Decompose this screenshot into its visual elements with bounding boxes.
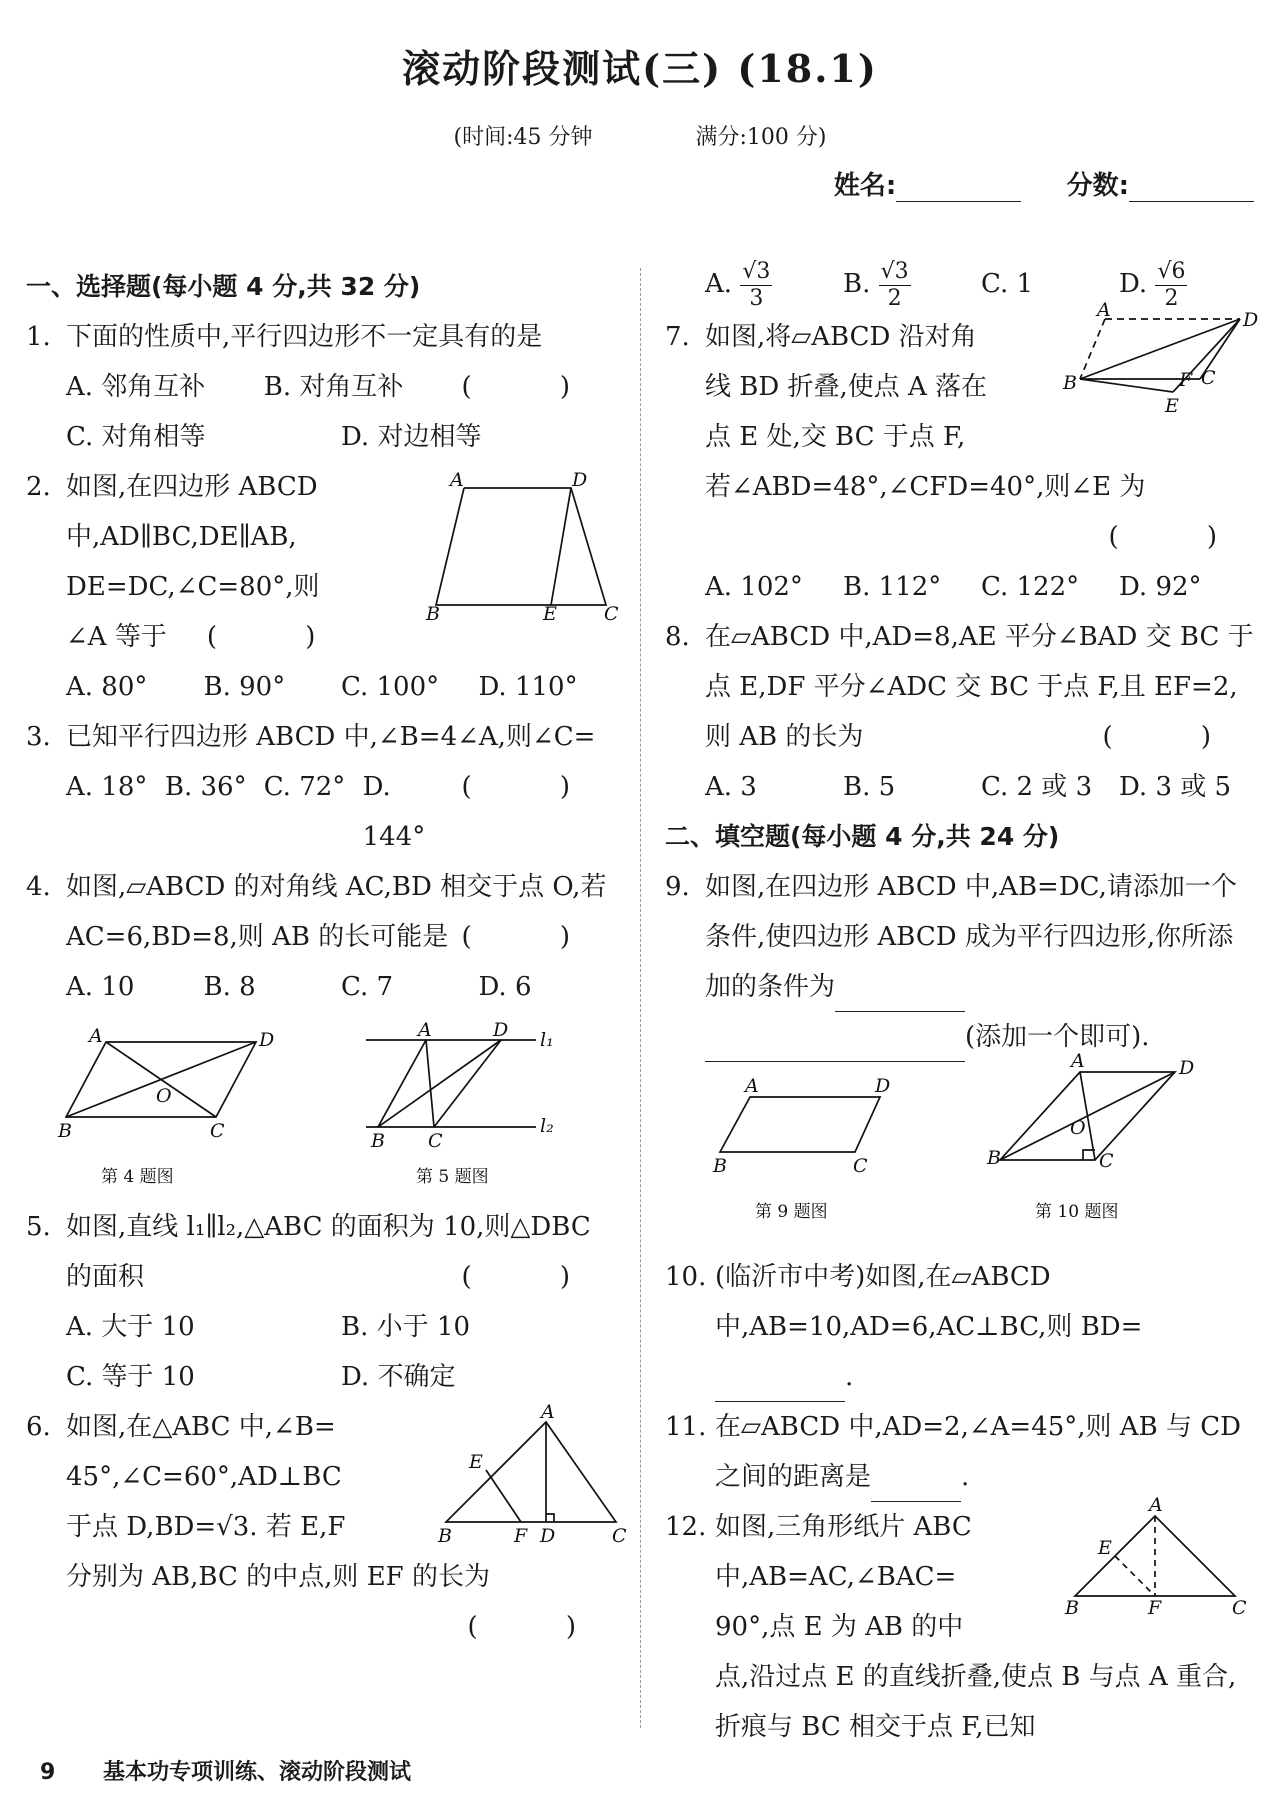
question-text: 45°,∠C=60°,AD⊥BC [66,1462,342,1492]
label-c: C [428,1130,443,1152]
q5-ac [426,1040,434,1127]
question-text: 如图,将▱ABCD 沿对角 [705,322,977,352]
label-l2: l₂ [540,1115,554,1137]
section-2-title: 二、填空题(每小题 4 分,共 24 分) [665,822,1060,851]
q5-dc [434,1040,501,1127]
option-b[interactable]: B. 小于 10 [341,1312,470,1342]
question-number: 1. [26,322,51,352]
option-b[interactable]: B. 8 [203,972,256,1002]
label-d: D [1179,1057,1195,1079]
option-c[interactable]: C. 等于 10 [66,1362,195,1392]
question-number: 4. [26,872,51,902]
q2-figure [426,469,626,625]
answer-paren[interactable]: ( ) [467,1612,616,1642]
figure-caption: 第 4 题图 [101,1167,174,1187]
label-d: D [572,469,588,491]
section-1-title: 一、选择题(每小题 4 分,共 32 分) [26,272,421,301]
label-d: D [259,1029,275,1051]
option-d[interactable]: D. 110° [478,672,578,702]
option-a[interactable]: A. $\frac{√3}{3}$ [705,258,771,311]
question-text: 在▱ABCD 中,AD=8,AE 平分∠BAD 交 BC 于点 E,DF 平分∠ADC 交 BC 于点 F,且 EF=2,则 AB 的长为 [705,622,1254,752]
option-d[interactable]: D. $\frac{√6}{2}$ [1119,258,1186,311]
figure-caption: 第 10 题图 [1035,1202,1119,1222]
label-a: A [1097,299,1111,321]
question-text: 若∠ABD=48°,∠CFD=40°,则∠E 为 [705,472,1146,502]
label-a: A [450,469,464,491]
option-c[interactable]: C. 72° [263,772,346,802]
q6-segment-ef [486,1470,521,1522]
question-text: 90°,点 E 为 AB 的中 [715,1612,964,1642]
q5-db [378,1040,501,1127]
full-score: 满分:100 分) [695,125,827,150]
option-d[interactable]: D. 3 或 5 [1119,772,1232,802]
label-e: E [469,1451,483,1473]
footer-text: 基本功专项训练、滚动阶段测试 [102,1760,411,1785]
answer-blank[interactable] [715,1367,845,1402]
label-c: C [210,1120,225,1142]
label-b: B [438,1525,452,1547]
label-a: A [745,1075,759,1097]
label-b: B [1065,1597,1079,1619]
answer-blank[interactable] [705,1027,965,1062]
question-number: 8. [665,622,690,652]
question-text: 如图,直线 l₁∥l₂,△ABC 的面积为 10,则△DBC 的面积 [66,1212,591,1292]
question-text: 如图,▱ABCD 的对角线 AC,BD 相交于点 O,若 AC=6,BD=8,则 AB 的长可能是 [66,872,607,952]
question-text: 点 E 处,交 BC 于点 F, [705,422,966,452]
label-d: D [493,1019,509,1041]
right-column [665,258,1259,1752]
option-b[interactable]: B. 5 [843,772,896,802]
option-b[interactable]: B. $\frac{√3}{2}$ [843,258,909,311]
q7-bd [1080,319,1240,379]
q2-options [26,662,616,712]
question-text: ∠A 等于 [66,622,167,652]
question-text: 如图,三角形纸片 ABC [715,1512,972,1542]
time-limit: (时间:45 分钟 [453,125,593,150]
question-text: (临沂市中考)如图,在▱ABCD 中,AB=10,AD=6,AC⊥BC,则 BD= [715,1262,1143,1342]
fraction: $\frac{√3}{2}$ [880,258,909,311]
question-text: 在▱ABCD 中,AD=2,∠A=45°,则 AB 与 CD 之间的距离是 [715,1412,1241,1492]
answer-paren[interactable]: ( ) [461,1262,610,1292]
question-number: 5. [26,1212,51,1242]
figure-caption: 第 5 题图 [416,1167,489,1187]
question-number: 10. [665,1262,707,1292]
q7-original-ab [1080,319,1105,379]
question-number: 7. [665,322,690,352]
figures-4-5 [26,1012,616,1202]
q9-figure [705,1067,905,1237]
q8-options [665,762,1257,812]
label-e: E [1165,395,1179,417]
q2-segment-de [551,488,571,605]
answer-blank[interactable] [835,977,965,1012]
option-b[interactable]: B. 36° [164,772,247,802]
label-d: D [1243,309,1259,331]
option-a[interactable]: A. 大于 10 [66,1312,195,1342]
q7-figure [1055,299,1265,424]
question-4 [26,862,616,962]
label-b: B [58,1120,72,1142]
q5-figure [366,1002,616,1192]
label-e: E [543,603,557,625]
q5-options-2 [26,1352,616,1402]
q5-ab [378,1040,426,1127]
question-8 [665,612,1257,762]
label-a: A [1149,1494,1163,1516]
question-12 [665,1494,1257,1752]
page-title: 滚动阶段测试(三) (18.1) [402,46,878,91]
question-number: 11. [665,1412,707,1442]
option-d[interactable]: D. 6 [478,972,532,1002]
answer-paren[interactable]: ( ) [206,622,356,652]
name-label: 姓名: [833,171,897,201]
question-number: 12. [665,1512,707,1542]
page-number: 9 [40,1760,56,1785]
question-text: 下面的性质中,平行四边形不一定具有的是 [66,322,543,352]
label-b: B [371,1130,385,1152]
label-o: O [156,1085,172,1107]
label-c: C [1201,367,1216,389]
label-c: C [612,1525,627,1547]
q1-options-2 [26,412,616,462]
answer-paren[interactable]: ( ) [461,922,610,952]
fraction: $\frac{√3}{3}$ [742,258,771,311]
option-d[interactable]: D. 对边相等 [341,422,482,452]
question-5 [26,1202,616,1302]
label-a: A [418,1019,432,1041]
label-a: A [541,1401,555,1423]
q5-options [26,1302,616,1352]
question-text: 中,AD∥BC,DE∥AB, [66,522,297,552]
answer-paren[interactable]: ( ) [1102,722,1251,752]
option-a[interactable]: A. 邻角互补 [66,372,206,402]
question-9 [665,862,1257,1062]
question-text: DE=DC,∠C=80°,则 [66,572,320,602]
name-score-bar [834,165,1254,202]
label-b: B [1063,372,1077,394]
question-text: 分别为 AB,BC 的中点,则 EF 的长为 [66,1562,490,1592]
question-7 [665,299,1259,562]
label-f: F [1148,1597,1162,1619]
answer-paren[interactable]: ( ) [461,372,610,402]
option-d[interactable]: D. 144° [362,772,426,852]
label-c: C [604,603,619,625]
q12-figure [1060,1496,1260,1636]
right-angle-mark [546,1514,554,1522]
label-d: D [540,1525,556,1547]
option-d[interactable]: D. 92° [1119,572,1202,602]
answer-blank[interactable] [871,1467,961,1502]
name-blank[interactable] [896,171,1021,202]
q12-fold-line [1115,1556,1155,1596]
q7-options [665,562,1257,612]
q3-options [26,762,461,862]
q7-be [1080,379,1173,392]
q1-options [26,362,461,412]
option-c[interactable]: C. 100° [341,672,440,702]
question-2 [26,462,619,662]
label-f: F [514,1525,528,1547]
question-number: 6. [26,1412,51,1442]
option-c[interactable]: C. 2 或 3 [981,772,1093,802]
q2-quad [436,488,606,605]
question-text: (添加一个即可). [965,1022,1150,1052]
label-c: C [1232,1597,1247,1619]
score-blank[interactable] [1129,171,1254,202]
figure-caption: 第 9 题图 [755,1202,828,1222]
q10-figure [985,1042,1215,1242]
question-number: 3. [26,722,51,752]
exam-info [0,120,1280,151]
option-c[interactable]: C. 7 [341,972,394,1002]
left-column [26,262,627,1652]
question-text: 已知平行四边形 ABCD 中,∠B=4∠A,则∠C= [66,722,596,752]
question-text: 于点 D,BD=√3. 若 E,F [66,1512,346,1542]
fraction: $\frac{√6}{2}$ [1157,258,1186,311]
label-b: B [987,1147,1001,1169]
label-a: A [89,1025,103,1047]
option-a[interactable]: A. 10 [66,972,135,1002]
question-6 [26,1401,627,1652]
question-text: 中,AB=AC,∠BAC= [715,1562,957,1592]
label-e: E [1098,1537,1112,1559]
option-a[interactable]: A. 102° [705,572,803,602]
label-d: D [875,1075,891,1097]
question-number: 9. [665,872,690,902]
answer-paren[interactable]: ( ) [1108,522,1257,552]
question-text: 如图,在四边形 ABCD [66,472,318,502]
page-footer [40,1755,411,1786]
question-text: 如图,在△ABC 中,∠B= [66,1412,336,1442]
option-b[interactable]: B. 对角互补 [263,372,404,402]
label-c: C [1099,1150,1114,1172]
label-b: B [713,1155,727,1177]
label-c: C [853,1155,868,1177]
figures-9-10 [665,1050,1257,1252]
question-10: 10. (临沂市中考)如图,在▱ABCD 中,AB=10,AD=6,AC⊥BC,则 BD=. [665,1252,1257,1402]
option-c[interactable]: C. 122° [981,572,1080,602]
q6-figure [436,1402,646,1552]
option-b[interactable]: B. 90° [203,672,286,702]
label-o: O [1070,1117,1086,1139]
question-text: 如图,在四边形 ABCD 中,AB=DC,请添加一个条件,使四边形 ABCD 成为平行四边形,你所添加的条件为 [705,872,1237,1002]
score-label: 分数: [1066,171,1129,201]
q10-bd [1000,1072,1175,1160]
question-text: 线 BD 折叠,使点 A 落在 [705,372,988,402]
option-a[interactable]: A. 3 [705,772,757,802]
option-c[interactable]: C. 对角相等 [66,422,206,452]
question-11: 11. 在▱ABCD 中,AD=2,∠A=45°,则 AB 与 CD 之间的距离是 . [665,1402,1257,1502]
option-a[interactable]: A. 80° [66,672,148,702]
q4-figure [56,1022,275,1192]
label-b: B [426,603,440,625]
option-a[interactable]: A. 18° [66,772,148,802]
option-d[interactable]: D. 不确定 [341,1362,456,1392]
question-text: 点,沿过点 E 的直线折叠,使点 B 与点 A 重合,折痕与 BC 相交于点 F,已知 [715,1662,1237,1742]
label-f: F [1179,369,1193,391]
label-l1: l₁ [540,1029,554,1051]
label-a: A [1071,1050,1085,1072]
option-c[interactable]: C. 1 [981,269,1034,299]
option-b[interactable]: B. 112° [843,572,942,602]
question-number: 2. [26,472,51,502]
answer-paren[interactable]: ( ) [461,772,610,802]
q9-quad [720,1097,880,1152]
